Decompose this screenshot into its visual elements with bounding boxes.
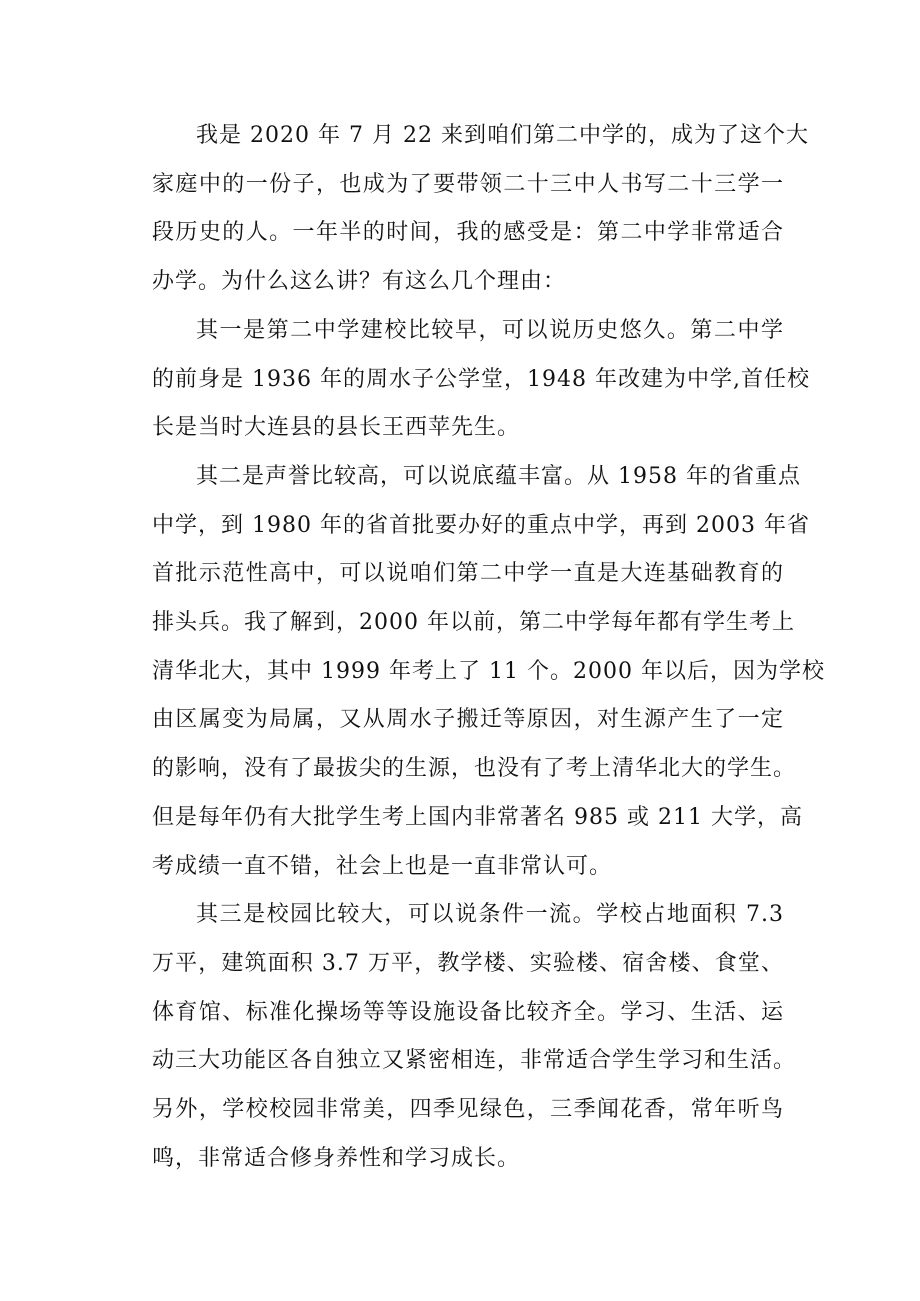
text-line: 首批示范性高中，可以说咱们第二中学一直是大连基础教育的	[152, 561, 784, 587]
paragraph-reason-two	[152, 453, 825, 891]
text-line: 其一是第二中学建校比较早，可以说历史悠久。第二中学	[196, 317, 784, 343]
text-line: 清华北大，其中 1999 年考上了 11 个。2000 年以后，因为学校	[152, 658, 825, 684]
text-line: 我是 2020 年 7 月 22 来到咱们第二中学的，成为了这个大	[196, 123, 809, 148]
text-line: 中学，到 1980 年的省首批要办好的重点中学，再到 2003 年省	[152, 512, 810, 538]
text-line: 另外，学校校园非常美，四季见绿色，三季闻花香，常年听鸟	[152, 1097, 784, 1123]
paragraph-reason-one	[152, 307, 810, 453]
text-line: 动三大功能区各自独立又紧密相连，非常适合学生学习和生活。	[152, 1048, 797, 1074]
text-line: 长是当时大连县的县长王西苹先生。	[152, 415, 521, 441]
text-line: 段历史的人。一年半的时间，我的感受是：第二中学非常适合	[152, 220, 784, 246]
text-line: 考成绩一直不错，社会上也是一直非常认可。	[152, 853, 613, 879]
text-line: 办学。为什么这么讲？有这么几个理由：	[152, 269, 567, 295]
text-line: 万平，建筑面积 3.7 万平，教学楼、实验楼、宿舍楼、食堂、	[152, 950, 784, 976]
text-line: 由区属变为局属，又从周水子搬迁等原因，对生源产生了一定	[152, 707, 784, 733]
text-line: 但是每年仍有大批学生考上国内非常著名 985 或 211 大学，高	[152, 804, 803, 830]
document-body	[152, 112, 825, 1183]
text-line: 其二是声誉比较高，可以说底蕴丰富。从 1958 年的省重点	[196, 463, 801, 489]
text-line: 体育馆、标准化操场等等设施设备比较齐全。学习、生活、运	[152, 999, 784, 1025]
text-line: 家庭中的一份子，也成为了要带领二十三中人书写二十三学一	[152, 171, 784, 197]
text-line: 其三是校园比较大，可以说条件一流。学校占地面积 7.3	[196, 902, 784, 928]
paragraph-reason-three	[152, 891, 797, 1183]
text-line: 的影响，没有了最拔尖的生源，也没有了考上清华北大的学生。	[152, 756, 797, 782]
text-line: 鸣，非常适合修身养性和学习成长。	[152, 1145, 521, 1171]
paragraph-intro	[152, 112, 809, 307]
text-line: 的前身是 1936 年的周水子公学堂，1948 年改建为中学,首任校	[152, 366, 810, 392]
text-line: 排头兵。我了解到，2000 年以前，第二中学每年都有学生考上	[152, 610, 795, 636]
